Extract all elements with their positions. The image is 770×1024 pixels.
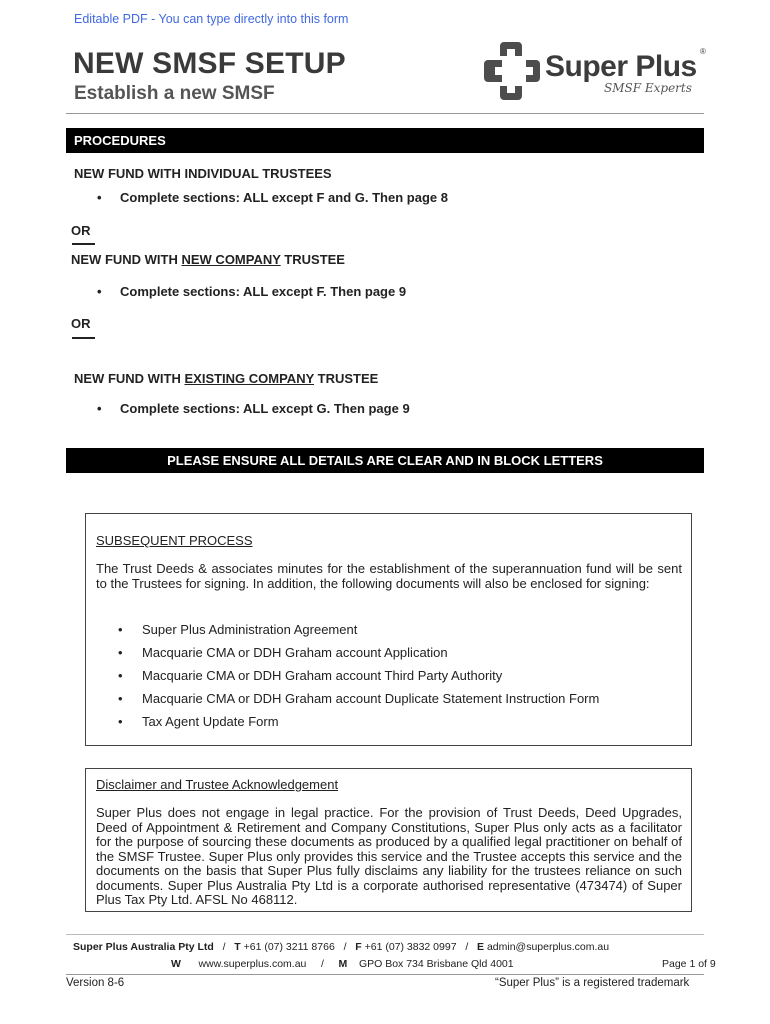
header-divider <box>66 113 704 114</box>
option3-heading-suffix: TRUSTEE <box>314 371 379 386</box>
disclaimer-paragraph: Super Plus does not engage in legal practice. For the provision of Trust Deeds, Deed Upgrades, Deed of Appointment & Retirement and Company Constitutions, Super Plus only acts as a facilitator for the purpose of sourcing these documents as produced by a qualified legal practitioner on behalf of the SMSF Trustee. Super Plus only provides this service and the Trustee accepts this service and the documents on the basis that Super Plus fully disclaims any liability for the trustees reliance on such documents. Super Plus Australia Pty Ltd is a corporate authorised representative (473474) of Super Plus Tax Pty Ltd. AFSL No 468112. <box>96 805 682 907</box>
footer-bottom-divider <box>66 974 704 975</box>
version-label: Version 8-6 <box>66 977 125 989</box>
option3-heading-prefix: NEW FUND WITH <box>74 371 185 386</box>
footer-separator: / <box>343 941 347 953</box>
super-plus-logo <box>482 38 710 100</box>
trademark-notice: “Super Plus” is a registered trademark <box>495 977 690 989</box>
logo-tagline: SMSF Experts <box>604 81 692 95</box>
option1-bullet <box>97 190 597 206</box>
option3-bullet-text: Complete sections: ALL except G. Then page 9 <box>120 401 410 416</box>
procedures-heading-bar <box>66 128 704 153</box>
option1-bullet-text: Complete sections: ALL except F and G. Then page 8 <box>120 190 448 205</box>
option2-heading <box>71 252 345 267</box>
footer-company: Super Plus Australia Pty Ltd <box>73 941 214 953</box>
option2-heading-suffix: TRUSTEE <box>280 252 345 267</box>
disclaimer-heading: Disclaimer and Trustee Acknowledgement <box>96 777 339 792</box>
footer-web-line <box>171 958 514 970</box>
footer-divider <box>66 934 704 935</box>
option3-bullet <box>97 401 597 417</box>
list-item <box>118 691 658 707</box>
footer-fax-label: F <box>355 941 362 953</box>
footer-web-label: W <box>171 958 181 970</box>
logo-registered-mark: ® <box>700 47 706 56</box>
bullet-icon: • <box>118 645 123 660</box>
option2-bullet-text: Complete sections: ALL except F. Then page 9 <box>120 284 407 299</box>
or-underline-1 <box>72 243 95 245</box>
list-item <box>118 622 658 638</box>
or-separator-2: OR <box>71 316 91 331</box>
subsequent-process-paragraph: The Trust Deeds & associates minutes for the establishment of the superannuation fund will be sent to the Trustees for signing. In addition, the following documents will also be enclosed for signing: <box>96 561 682 591</box>
footer-phone: +61 (07) 3211 8766 <box>243 941 335 953</box>
list-item <box>118 645 658 661</box>
cross-logo-icon <box>484 42 540 100</box>
footer-mail-address: GPO Box 734 Brisbane Qld 4001 <box>358 958 514 970</box>
page-number: Page 1 of 9 <box>662 958 716 970</box>
footer-website[interactable]: www.superplus.com.au <box>198 958 307 970</box>
subsequent-process-heading: SUBSEQUENT PROCESS <box>96 533 253 548</box>
or-separator-1: OR <box>71 223 91 238</box>
list-item-text: Tax Agent Update Form <box>142 714 279 729</box>
bullet-icon: • <box>118 622 123 637</box>
bullet-icon: • <box>118 668 123 683</box>
bullet-icon: • <box>118 714 123 729</box>
bullet-icon: • <box>97 190 102 205</box>
list-item-text: Super Plus Administration Agreement <box>142 622 358 637</box>
bullet-icon: • <box>118 691 123 706</box>
list-item <box>118 714 658 730</box>
footer-separator: / <box>222 941 226 953</box>
list-item-text: Macquarie CMA or DDH Graham account Duplicate Statement Instruction Form <box>142 691 600 706</box>
subsequent-process-box <box>85 513 692 746</box>
option3-heading <box>74 371 378 386</box>
list-item-text: Macquarie CMA or DDH Graham account Application <box>142 645 448 660</box>
bullet-icon: • <box>97 284 102 299</box>
page-title: NEW SMSF SETUP <box>73 47 346 80</box>
disclaimer-box <box>85 768 692 912</box>
page-subtitle: Establish a new SMSF <box>74 83 275 104</box>
footer-email-label: E <box>477 941 485 953</box>
list-item-text: Macquarie CMA or DDH Graham account Third Party Authority <box>142 668 503 683</box>
option2-heading-prefix: NEW FUND WITH <box>71 252 182 267</box>
option2-bullet <box>97 284 597 300</box>
editable-pdf-notice: Editable PDF - You can type directly into this form <box>74 12 349 26</box>
option1-heading: NEW FUND WITH INDIVIDUAL TRUSTEES <box>74 166 332 181</box>
footer-separator: / <box>465 941 469 953</box>
block-letters-banner-text: PLEASE ENSURE ALL DETAILS ARE CLEAR AND IN BLOCK LETTERS <box>167 453 603 468</box>
procedures-heading: PROCEDURES <box>74 133 166 148</box>
footer-fax: +61 (07) 3832 0997 <box>364 941 457 953</box>
footer-separator: / <box>321 958 324 970</box>
footer-contact-line <box>73 941 609 953</box>
option3-heading-underlined: EXISTING COMPANY <box>184 371 315 386</box>
or-underline-2 <box>72 337 95 339</box>
bullet-icon: • <box>97 401 102 416</box>
footer-mail-label: M <box>338 958 348 970</box>
footer-phone-label: T <box>234 941 241 953</box>
option2-heading-underlined: NEW COMPANY <box>181 252 281 267</box>
block-letters-banner <box>66 448 704 473</box>
list-item <box>118 668 658 684</box>
footer-email[interactable]: admin@superplus.com.au <box>486 941 610 953</box>
logo-brand-text: Super Plus <box>545 50 697 83</box>
